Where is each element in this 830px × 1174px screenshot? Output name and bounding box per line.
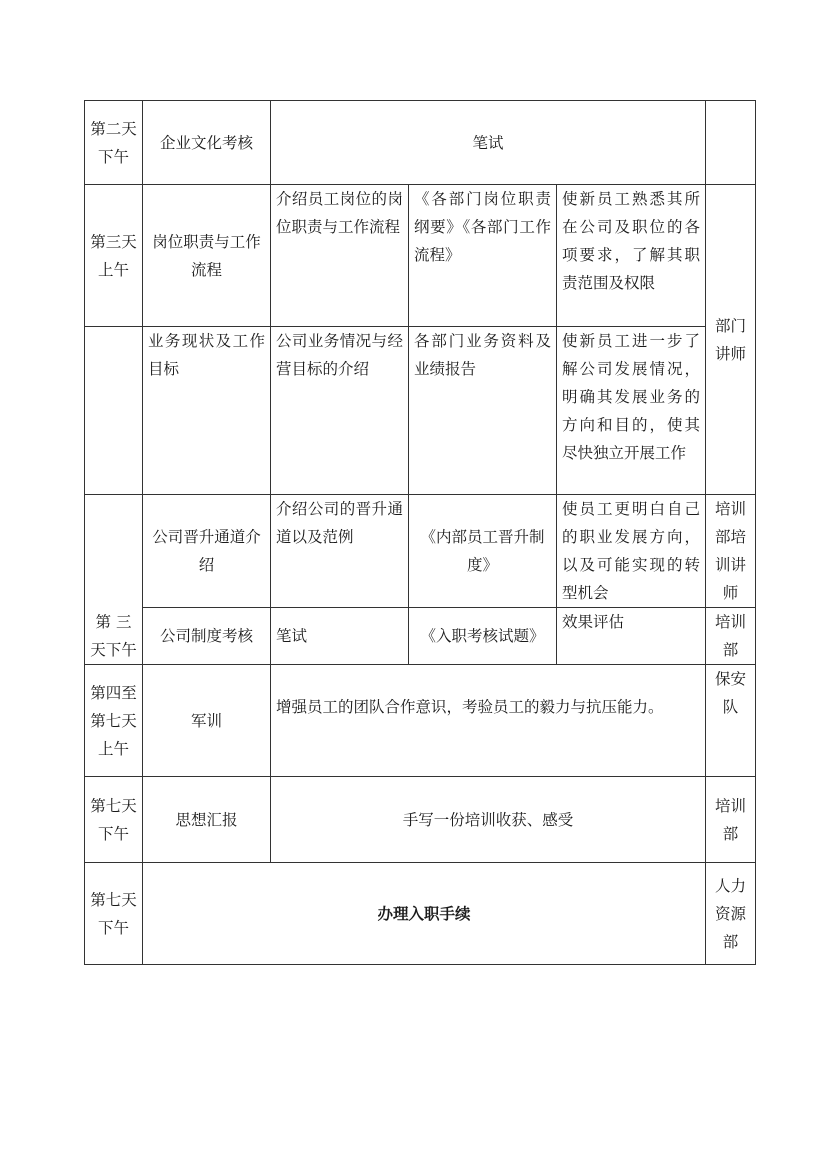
topic-cell: 军训	[143, 665, 271, 777]
material-cell: 《各部门岗位职责纲要》《各部门工作流程》	[409, 185, 557, 327]
material-cell: 各部门业务资料及业绩报告	[409, 327, 557, 495]
detail-cell: 介绍员工岗位的岗位职责与工作流程	[271, 185, 409, 327]
table-row	[85, 863, 756, 965]
table-row	[85, 495, 756, 608]
topic-cell: 公司制度考核	[143, 608, 271, 665]
material-cell: 《入职考核试题》	[409, 608, 557, 665]
goal-cell: 使新员工熟悉其所在公司及职位的各项要求，了解其职责范围及权限	[557, 185, 706, 327]
detail-cell: 介绍公司的晋升通道以及范例	[271, 495, 409, 608]
day-cell: 第三天上午	[85, 185, 143, 327]
goal-cell: 使新员工进一步了解公司发展情况，明确其发展业务的方向和目的，使其尽快独立开展工作	[557, 327, 706, 495]
day-cell: 第七天下午	[85, 777, 143, 863]
lecturer-cell	[706, 101, 756, 185]
lecturer-cell: 培训部培训讲师	[706, 495, 756, 608]
table-row	[85, 327, 756, 495]
table-row	[85, 665, 756, 777]
lecturer-cell: 部门讲师	[706, 185, 756, 495]
content-cell: 办理入职手续	[143, 863, 706, 965]
day-cell: 第 三天下午	[85, 495, 143, 665]
lecturer-cell: 培训部	[706, 777, 756, 863]
detail-cell: 公司业务情况与经营目标的介绍	[271, 327, 409, 495]
day-cell: 第二天下午	[85, 101, 143, 185]
content-cell: 增强员工的团队合作意识，考验员工的毅力与抗压能力。	[271, 665, 706, 777]
training-schedule-table	[84, 100, 756, 965]
detail-cell: 笔试	[271, 608, 409, 665]
day-cell	[85, 327, 143, 495]
lecturer-cell: 培训部	[706, 608, 756, 665]
material-cell: 《内部员工晋升制度》	[409, 495, 557, 608]
goal-cell: 使员工更明白自己的职业发展方向，以及可能实现的转型机会	[557, 495, 706, 608]
day-cell: 第四至第七天上午	[85, 665, 143, 777]
lecturer-cell: 人力资源部	[706, 863, 756, 965]
table-row	[85, 185, 756, 327]
content-cell: 手写一份培训收获、感受	[271, 777, 706, 863]
goal-cell: 效果评估	[557, 608, 706, 665]
table-row	[85, 608, 756, 665]
topic-cell: 思想汇报	[143, 777, 271, 863]
day-cell: 第七天下午	[85, 863, 143, 965]
table-row	[85, 777, 756, 863]
lecturer-cell: 保安队	[706, 665, 756, 777]
topic-cell: 企业文化考核	[143, 101, 271, 185]
topic-cell: 业务现状及工作目标	[143, 327, 271, 495]
table-row	[85, 101, 756, 185]
topic-cell: 公司晋升通道介绍	[143, 495, 271, 608]
topic-cell: 岗位职责与工作流程	[143, 185, 271, 327]
content-cell: 笔试	[271, 101, 706, 185]
